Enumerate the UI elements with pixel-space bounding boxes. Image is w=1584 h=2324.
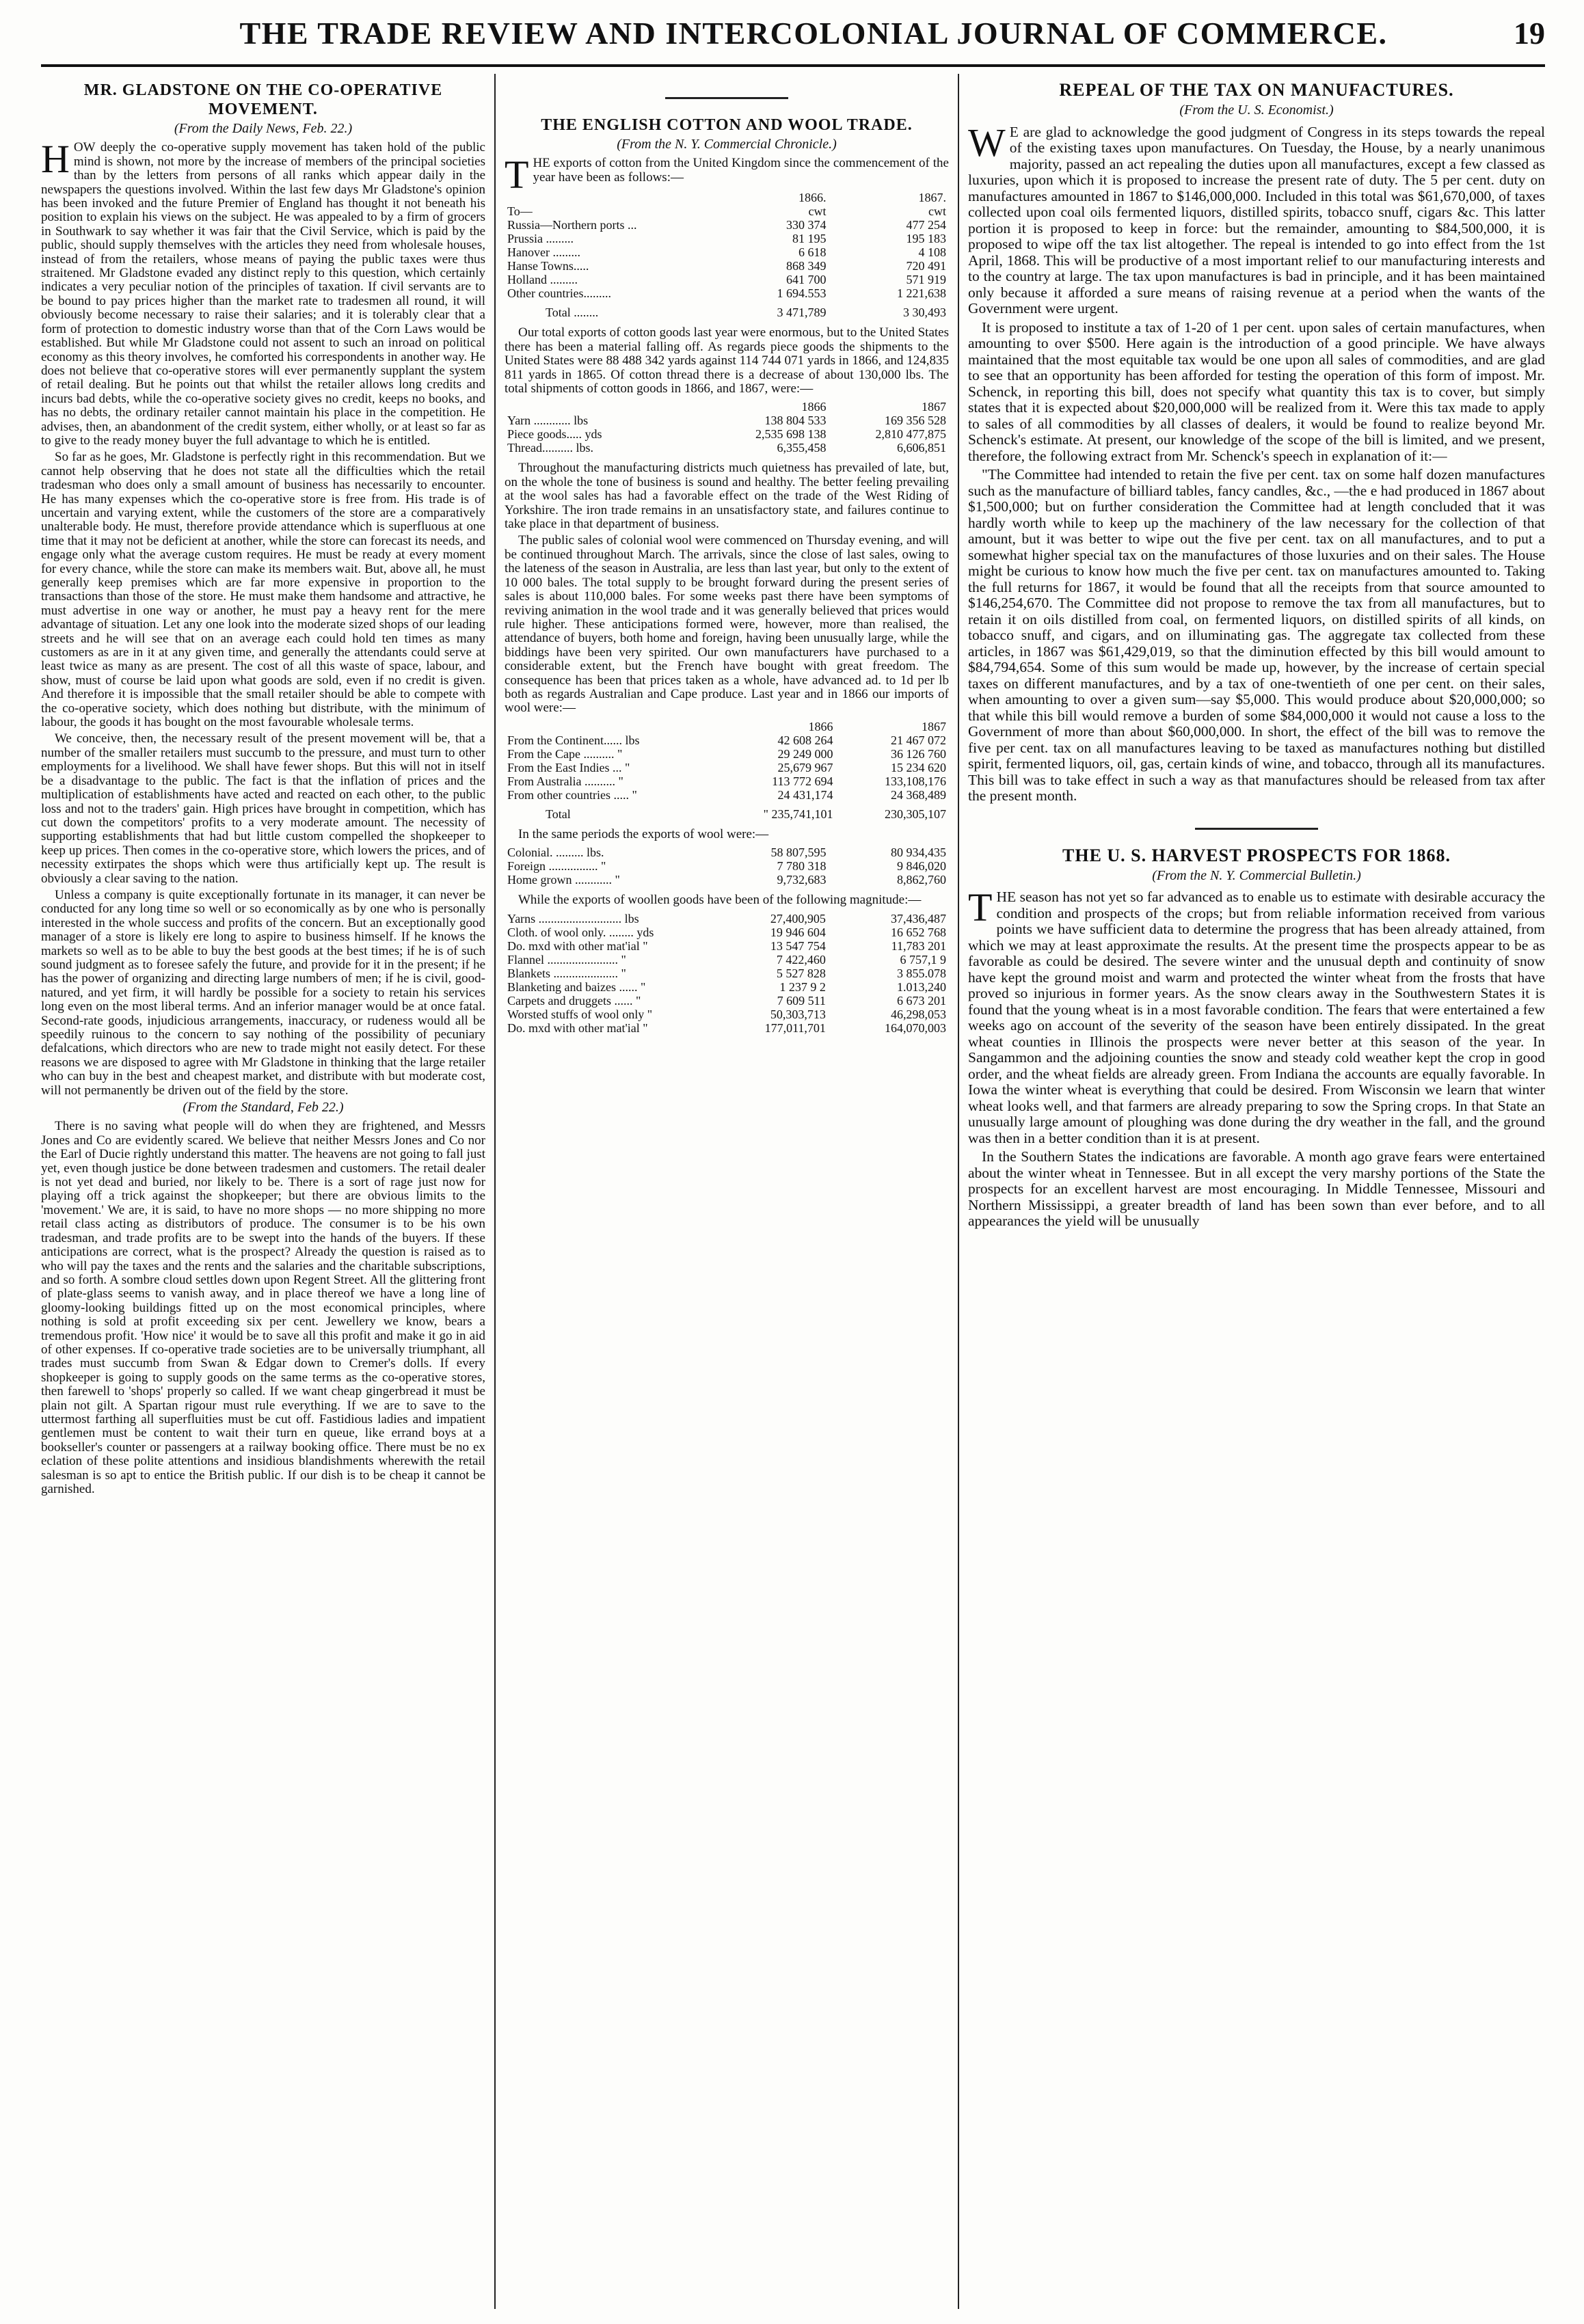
- table-cell: 50,303,713: [770, 1007, 826, 1021]
- table-cell: 230,305,107: [885, 807, 946, 821]
- table-header: 1867: [922, 719, 946, 733]
- article-paragraph: THE season has not yet so far advanced as to enable us to estimate with desirable accuracy the condition and prospects of the crops; but from reliable information received from various points we have sufficient data to determine the progress that has been already attained, from which we may at least approximate the results. At the present time the prospects appear to be as favorable as could be desired. The severe winter and the unusual depth and continuity of snow have kept the ground moist and warm and protected the winter wheat from the frosts that have proved so injurious in former years. As the snow clears away in the Southwestern States it is found that the young wheat is in a most favorable condition. The fears that were entertained a few weeks ago on account of the severity of the season have been entirely dissipated. In the great wheat counties in Illinois the prospects were never better at this season of the year. In Sangammon and the adjoining counties the snow and steady cold weather kept the crop in good order, and the wheat fields are already green. From Indiana the accounts are equally favorable. In Iowa the winter wheat is everything that could be desired. From Wisconsin we learn that winter wheat looks well, and that farmers are already preparing to sow the Spring crops. In that State an unusually large amount of ploughing was done during the dry weather in the fall, and the ground was then in a better condition than it is at present.: [968, 885, 1545, 1146]
- article-heading-gladstone: MR. GLADSTONE ON THE CO-OPERATIVE MOVEMENT.: [83, 81, 443, 118]
- table-cell: 641 700: [786, 273, 827, 287]
- table-cell: 6,355,458: [777, 441, 827, 455]
- column-2: [505, 74, 949, 2309]
- table-header: [505, 400, 709, 414]
- table-row: [505, 953, 949, 967]
- table-row: [505, 912, 949, 925]
- table-cell: 27,400,905: [770, 911, 826, 925]
- article-paragraph: So far as he goes, Mr. Gladstone is perfectly right in this recommendation. But we cannot help observing that he does not state all the difficulties which the retail tradesman who does only a small amount of business has necessarily to encounter. He has many expenses which the co-operative store is free from. His trade is of uncertain and varying extent, while the customers of the store are a comparatively unalterable body. He must, therefore provide attendance which is superfluous at one time that it may not be deficient at another, while the store can forecast its needs, and engage only what the average custom requires. He must be ready at every moment for every chance, while the store can make its members wait. But, above all, he must generally keep premises which are far more expensive in proportion to the transactions than those of the store. He must make them handsome and attractive, he must advertise in one way or another, he must pay a heavy rent for the mere advantage of situation. Let any one look into the moderate sized shops of our leading streets and he will see that on an average each could hold ten times as many customers as are in it at any given time, and generally the attendants could serve at least twice as many as are present. The cost of all this waste of space, labour, and show, must of course be laid upon what goods are sold, even if no credit is given. And therefore it is impossible that the small retailer should be able to compete with the co-operative society, which does nothing but distribute, with the minimum of labour, the goods it has bought on the most favourable wholesale terms.: [41, 450, 485, 730]
- table-row: [505, 980, 949, 994]
- table-cell: From the Cape .......... ": [507, 746, 623, 761]
- table-cell: 868 349: [786, 259, 827, 273]
- table-header: cwt: [928, 204, 946, 219]
- table-cell: 1.013,240: [897, 979, 946, 994]
- article-paragraph: While the exports of woollen goods have been of the following magnitude:—: [518, 893, 922, 908]
- table-cell: 9,732,683: [777, 873, 827, 887]
- table-cell: 113 772 694: [772, 774, 833, 788]
- section-divider: [665, 97, 788, 99]
- masthead: [41, 10, 1545, 67]
- article-paragraph: In the same periods the exports of wool were:—: [518, 826, 769, 841]
- article-paragraph: Throughout the manufacturing districts much quietness has prevailed of late, but, on the whole the tone of business is sound and healthy. The better feeling prevailing at the wool sales has had a favorable effect on the trade of the West Riding of Yorkshire. The iron trade remains in an unsatisfactory state, and failures continue to take place in that department of business.: [505, 461, 949, 532]
- table-header: To—: [507, 204, 533, 219]
- table-cell: 5 527 828: [776, 966, 826, 980]
- cotton-goods-table: [505, 400, 949, 455]
- table-cell: 24 368,489: [891, 787, 946, 802]
- table-row: [505, 414, 949, 427]
- table-cell: Thread.......... lbs.: [507, 441, 593, 455]
- table-row: [505, 925, 949, 939]
- table-row: [505, 967, 949, 980]
- table-row: [505, 273, 949, 286]
- table-header: [505, 720, 709, 733]
- table-cell: Other countries.........: [507, 286, 611, 301]
- table-cell: Cloth. of wool only. ........ yds: [507, 925, 654, 939]
- article-paragraph: Unless a company is quite exceptionally fortunate in its manager, it can never be conducted for any long time so well or so economically as by one who is personally interested in the whole success and profits of the concern. But an exceptionally good manager of a store is likely ere long to aspire to business himself. If he knows the markets so well as to be able to buy the best goods at the best times; if he is of such sound judgment as to foresee safely the future, and provide for it in the present; if he has the power of organizing and directing large numbers of men; if he is civil, good-natured, and yet firm, it will hardly be possible for a society to retain his services long even on the most liberal terms. And an inferior manager would be at once fatal. Second-rate goods, injudicious arrangements, inaccuracy, or rudeness would all be speedily ruinous to the concern to say nothing of the possibility of pecuniary defalcations, which directors who are new to trade might not easily detect. For these reasons we are disposed to agree with Mr Gladstone in thinking that the large retailer who can buy in the best and cheapest market, and distribute with but moderate cost, will not permanently be driven out of the field by the store.: [41, 887, 485, 1098]
- table-row: [505, 259, 949, 273]
- table-cell: 571 919: [906, 273, 946, 287]
- table-row: [505, 747, 949, 761]
- table-row: [505, 1021, 949, 1035]
- table-cell: From the Continent...... lbs: [507, 733, 640, 747]
- table-cell: Piece goods..... yds: [507, 427, 602, 442]
- article-paragraph: Our total exports of cotton goods last year were enormous, but to the United States there has been a material falling off. As regards piece goods the shipments to the United States were 88 488 342 yards against 114 744 071 yards in 1866, and 124,835 811 yards in 1865. Of cotton thread there is a decrease of about 130,000 lbs. The total shipments of cotton goods in 1866, and 1867, were:—: [505, 325, 949, 396]
- table-header: 1867.: [918, 191, 946, 205]
- table-cell: 37,436,487: [891, 911, 946, 925]
- table-total-row: [505, 300, 949, 319]
- table-cell: Blankets ..................... ": [507, 966, 626, 980]
- table-cell: 1 221,638: [897, 286, 946, 301]
- table-cell: 42 608 264: [777, 733, 833, 747]
- table-header: cwt: [808, 204, 827, 219]
- table-header: 1867: [922, 400, 946, 414]
- table-cell: 36 126 760: [891, 746, 946, 761]
- table-total-row: [505, 802, 949, 821]
- table-row: [505, 218, 949, 232]
- table-cell: 16 652 768: [891, 925, 946, 939]
- table-row: [505, 859, 949, 873]
- article-source: (From the U. S. Economist.): [1179, 103, 1334, 118]
- wool-imports-table: [505, 720, 949, 821]
- journal-title: THE TRADE REVIEW AND INTERCOLONIAL JOURNAL OF COMMERCE.: [239, 16, 1388, 51]
- table-header: [505, 191, 709, 204]
- table-cell: 3 855.078: [897, 966, 946, 980]
- table-cell: 13 547 754: [770, 938, 826, 953]
- article-source: (From the N. Y. Commercial Chronicle.): [617, 137, 837, 152]
- table-cell: 720 491: [906, 259, 946, 273]
- table-cell: 29 249 000: [777, 746, 833, 761]
- table-cell: 15 234 620: [891, 760, 946, 774]
- table-row: [505, 1008, 949, 1021]
- article-paragraph: The public sales of colonial wool were commenced on Thursday evening, and will be continued throughout March. The arrivals, since the close of last sales, owing to the lateness of the season in Australia, are less than last year, but only to the extent of 10 000 bales. The total supply to be brought forward during the present series of sales is about 110,000 bales. For some weeks past there have been symptoms of reviving animation in the wool trade and it was generally believed that prices would rule higher. These anticipations formed were, however, more than realised, the attendance of buyers, both home and foreign, having been unusually large, while the biddings have been very spirited. Our own manufacturers have purchased to a considerable extent, but the French have bought with great freedom. The consequence has been that prices taken as a whole, have advanced ad. to 1d per lb both as regards Australian and Cape produce. Last year and in 1866 our imports of wool were:—: [505, 533, 949, 716]
- table-cell: Prussia .........: [507, 232, 574, 246]
- table-cell: 21 467 072: [891, 733, 946, 747]
- table-cell: Blanketing and baizes ...... ": [507, 979, 646, 994]
- table-row: [505, 286, 949, 300]
- table-cell: Do. mxd with other mat'ial ": [507, 1021, 648, 1035]
- table-cell: 195 183: [906, 232, 946, 246]
- table-cell: 9 846,020: [897, 859, 946, 874]
- article-paragraph: WE are glad to acknowledge the good judgment of Congress in its steps towards the repeal of the existing taxes upon manufactures. On Tuesday, the House, by a nearly unanimous majority, passed an act repealing the duties upon all manufactures, except a few classed as luxuries, upon which it is proposed to increase the present rate of duty. The 5 per cent. duty on manufactures amounted in 1867 to $146,000,000. Included in this total was $61,670,000, of taxes collected upon coal oils fermented liquors, distilled spirits, tobacco snuff, cigars &c. This latter portion it is proposed to keep in force: but the remainder, amounting to $84,500,000, it is proposed to wipe off the tax list altogether. The repeal is intended to go into effect from the 1st April, 1868. This will be productive of a most important relief to our manufacturing interests and to the country at large. The tax upon manufactures is bad in principle, and it has been maintained only because it afforded a sure means of raising revenue at a period when the wants of the Government were urgent.: [968, 120, 1545, 316]
- table-cell: Total: [546, 807, 571, 821]
- table-cell: 138 804 533: [764, 414, 827, 428]
- column-1: [41, 74, 485, 2309]
- table-cell: 11,783 201: [891, 938, 946, 953]
- table-cell: 80 934,435: [891, 846, 946, 860]
- table-cell: 7 422,460: [776, 952, 826, 967]
- table-cell: Foreign ................ ": [507, 859, 606, 874]
- table-header: 1866.: [798, 191, 827, 205]
- table-row: [505, 733, 949, 747]
- table-cell: 330 374: [786, 218, 827, 232]
- table-cell: 6 757,1 9: [900, 952, 946, 967]
- woollen-goods-table: [505, 912, 949, 1035]
- table-cell: From Australia .......... ": [507, 774, 623, 788]
- table-cell: 1 694.553: [777, 286, 827, 301]
- article-heading-harvest: THE U. S. HARVEST PROSPECTS FOR 1868.: [1062, 845, 1451, 865]
- table-cell: 19 946 604: [770, 925, 826, 939]
- table-cell: 7 780 318: [777, 859, 827, 874]
- column-rule: [958, 74, 959, 2309]
- table-cell: Hanover .........: [507, 245, 580, 260]
- table-cell: Flannel ....................... ": [507, 952, 626, 967]
- column-3: [968, 74, 1545, 2309]
- article-paragraph: We conceive, then, the necessary result of the present movement will be, that a number of the smaller retailers must succumb to the pressure, and must turn to other employments for a livelihood. We shall have fewer shops. But this will not in itself be a disadvantage to the public. The fact is that the inflation of prices and the multiplication of establishments have acted and reacted on each other, to the public loss and not to the traders' gain. High prices have brought in competition, which has cut down the competitors' profits to a very moderate amount. The necessity of supporting establishments that had but little custom compelled the shopkeeper to keep up prices. Then comes in the co-operative store, which lowers the prices, and of necessity extirpates the shops which were thus artificially kept up. The result is obviously a clear saving to the nation.: [41, 731, 485, 886]
- table-row: [505, 761, 949, 774]
- article-paragraph: It is proposed to institute a tax of 1-20 of 1 per cent. upon sales of certain manufactures, when amounting to over $500. Here again is the introduction of a good principle. We have always maintained that the most equitable tax would be one upon all sales of commodities, and are glad to see that an opportunity has been afforded for testing the operation of this form of impost. Mr. Schenck, in reporting this bill, does not specify what quantity this tax is to cover, but simply states that it is expected about $20,000,000 will be realized from it. Were this tax made to apply to sales of all commodities by all classes of dealers, it would be found to realize beyond Mr. Schenck's estimate. At present, our knowledge of the scope of the bill is limited, and we present, therefore, the following extract from Mr. Schenck's speech in explanation of it:—: [968, 319, 1545, 464]
- table-cell: 7 609 511: [777, 993, 826, 1008]
- table-cell: 81 195: [792, 232, 827, 246]
- table-cell: 3 471,789: [777, 306, 827, 320]
- section-divider: [1195, 828, 1318, 830]
- table-cell: 477 254: [906, 218, 946, 232]
- table-row: [505, 939, 949, 953]
- table-cell: 4 108: [918, 245, 946, 260]
- table-cell: Worsted stuffs of wool only ": [507, 1007, 653, 1021]
- table-cell: Carpets and druggets ...... ": [507, 993, 641, 1008]
- table-row: [505, 846, 949, 859]
- table-cell: Russia—Northern ports ...: [507, 218, 637, 232]
- table-cell: Do. mxd with other mat'ial ": [507, 938, 648, 953]
- table-cell: 164,070,003: [885, 1021, 946, 1035]
- table-cell: 6 618: [798, 245, 827, 260]
- table-cell: Colonial. ......... lbs.: [507, 846, 604, 860]
- table-header: 1866: [808, 719, 833, 733]
- table-row: [505, 788, 949, 802]
- article-source: (From the Daily News, Feb. 22.): [174, 121, 353, 136]
- table-cell: Holland .........: [507, 273, 578, 287]
- table-cell: 25,679 967: [777, 760, 833, 774]
- table-cell: 133,108,176: [885, 774, 946, 788]
- article-source: (From the N. Y. Commercial Bulletin.): [1152, 867, 1361, 883]
- table-cell: 169 356 528: [885, 414, 946, 428]
- wool-exports-table: [505, 846, 949, 887]
- table-row: [505, 245, 949, 259]
- table-row: [505, 994, 949, 1008]
- table-row: [505, 427, 949, 441]
- table-cell: From the East Indies ... ": [507, 760, 630, 774]
- table-cell: Yarn ............ lbs: [507, 414, 589, 428]
- article-paragraph: HOW deeply the co-operative supply movement has taken hold of the public mind is shown, not more by the increase of members of the principal societies than by the letters from persons of all ranks which appear daily in the newspapers the questions involved. Within the last few days Mr Gladstone's opinion has been invoked and the future Premier of England has thought it not beneath his position to explain his views on the subject. He was appealed to by a firm of grocers in Southwark to say whether it was fair that the Civil Service, which is paid by the public, should supply themselves with the articles they need from wholesale houses, instead of from the retailers, whose means of paying the public taxes were thus straitened. Mr Gladstone evaded any distinct reply to this question, which certainly indicates a very peculiar notion of the principles of taxation. If civil servants are to be bound to pay prices higher than the market rate to tradesmen all round, it will obviously become necessary to raise their salaries; and it is tolerably clear that a form of protection to domestic industry worse than that of the Corn Laws would be established. But while Mr Gladstone could not assent to such an inroad on political economy as this theory involves, he comforted his correspondents in another way. He does not believe that co-operative stores will ever permanently supplant the system of retail dealing. But he points out that whilst the retailer allows long credits and incurs bad debts, while the co-operative society gives no credit, keeps no books, and has no debts, the ordinary retailer cannot maintain his place in the competition. He advises, then, an abandonment of the credit system, either wholly, or at least so far as to give to the ready money buyer the full advantage to which he is entitled.: [41, 137, 485, 448]
- table-cell: 58 807,595: [770, 846, 827, 860]
- article-paragraph: THE exports of cotton from the United Kingdom since the commencement of the year have been as follows:—: [505, 152, 949, 198]
- table-cell: Total ........: [546, 306, 599, 320]
- column-rule: [494, 74, 496, 2309]
- article-heading-cotton: THE ENGLISH COTTON AND WOOL TRADE.: [541, 116, 913, 134]
- table-cell: 2,535 698 138: [755, 427, 827, 442]
- table-cell: 46,298,053: [891, 1007, 946, 1021]
- table-cell: From other countries ..... ": [507, 787, 637, 802]
- table-cell: 8,862,760: [897, 873, 946, 887]
- table-row: [505, 774, 949, 788]
- table-header: 1866: [801, 400, 827, 414]
- table-cell: 2,810 477,875: [875, 427, 946, 442]
- table-cell: Home grown ............ ": [507, 873, 620, 887]
- table-cell: Hanse Towns.....: [507, 259, 589, 273]
- table-row: [505, 232, 949, 245]
- article-source: (From the Standard, Feb 22.): [183, 1100, 344, 1116]
- article-paragraph: In the Southern States the indications are favorable. A month ago grave fears were entertained about the winter wheat in Tennessee. But in all except the very marshy portions of the State the prospects for an excellent harvest are most encouraging. In Middle Tennessee, Missouri and Northern Mississippi, a greater breadth of land has been sown than ever before, and to all appearances the yield will be unusually: [968, 1148, 1545, 1229]
- cotton-exports-table: [505, 191, 949, 319]
- page-number: 19: [1514, 16, 1545, 51]
- table-cell: 6,606,851: [897, 441, 946, 455]
- table-cell: 24 431,174: [777, 787, 833, 802]
- article-paragraph: "The Committee had intended to retain the five per cent. tax on some half dozen manufactures such as the manufacture of billiard tables, fancy candles, &c., —the e had produced in 1867 about $1,500,000; but on further consideration the Committee had at length concluded that it was hardly worth while to keep up the machinery of the law necessary for the collection of that amount, but it was better to wipe out the five per cent. tax on all manufactures, and to put a somewhat higher special tax on the manufactures of those luxuries and on their sales. The House might be curious to know how much the five per cent. tax on manufactures amounted to. Taking the full returns for 1867, it would be found that all the receipts from that source amounted to $146,254,670. The Committee did not propose to remove the tax from all manufactures, but to retain it on oils distilled from coal, on fermented liquors, on distilled spirits of all kinds, on tobacco snuff, and cigars, and on illuminating gas. The aggregate tax collected from these articles, in 1867 was $61,429,019, so that the diminution effected by this bill would amount to $84,794,654. Some of this sum would be made up, however, by the increase of certain special taxes on different manufactures, and by a tax of one-twentieth of one per cent. on their sales, when amounting to over a given sum—say $5,000. This would produce about $20,000,000; so that while this bill would remove a burden of some $84,000,000 it would not cause a loss to the Government of more than about $60,000,000. In short, the effect of the bill was to remove the five per cent. tax on all manufactures leaving to be taxed as manufactures nothing but distilled spirit, fermented liquors, oil, gas, certain kinds of wine, and tobacco, through all its manufactures. This bill was to take effect in such a way as that manufactures should be released from tax after the present month.: [968, 466, 1545, 804]
- table-cell: 6 673 201: [897, 993, 946, 1008]
- table-row: [505, 873, 949, 887]
- article-paragraph: There is no saving what people will do when they are frightened, and Messrs Jones and Co are evidently scared. We believe that neither Messrs Jones and Co nor the Earl of Ducie rightly understand this matter. The heavens are not going to fall just yet, even though justice be done between tradesmen and customers. The retail dealer is not yet dead and buried, nor likely to be. There is a sort of rage just now for playing off a trick against the shopkeeper; but there are obvious limits to the 'movement.' We are, it is said, to have no more shops — no more shipping no more retail class acting as distributors of produce. The consumer is to be his own tradesman, and trade profits are to be swept into the hands of the buyers. If these anticipations are correct, what is the prospect? Already the question is raised as to who will pay the taxes and the rents and the salaries and the charitable subscriptions, and so forth. A sombre cloud settles down upon Regent Street. All the glittering front of plate-glass seems to vanish away, and in place thereof we have a long line of gloomy-looking buildings fitted up on the most economical principles, where nothing is sold at profit exceeding six per cent. Jewellery we know, bears a tremendous profit. 'How nice' it would be to save all this profit and make it go in aid of other expenses. If co-operative trade societies are to be universally triumphant, all trades must succumb from Swan & Edgar down to Cremer's dolls. If every shopkeeper is going to supply goods on the same terms as the co-operative stores, then farewell to 'shops' properly so called. If we want cheap gingerbread it must be plain not gilt. A Spartan rigour must rule everything. If we are to save to the uttermost farthing all superfluities must be cut off. Fastidious ladies and impatient gentlemen must be content to wait their turn en queue, like errand boys at a bookseller's counter or passengers at a railway booking office. There must be no ex eclation of these polite attentions and insidious blandishments wherewith the retail salesman is so apt to entice the British public. If our dish is to be cheap it cannot be garnished.: [41, 1119, 485, 1496]
- table-cell: " 235,741,101: [763, 807, 833, 821]
- table-cell: 177,011,701: [764, 1021, 826, 1035]
- table-row: [505, 441, 949, 455]
- table-cell: Yarns ........................... lbs: [507, 911, 639, 925]
- table-cell: 1 237 9 2: [779, 979, 826, 994]
- table-cell: 3 30,493: [903, 306, 946, 320]
- article-heading-tax: REPEAL OF THE TAX ON MANUFACTURES.: [1059, 80, 1454, 100]
